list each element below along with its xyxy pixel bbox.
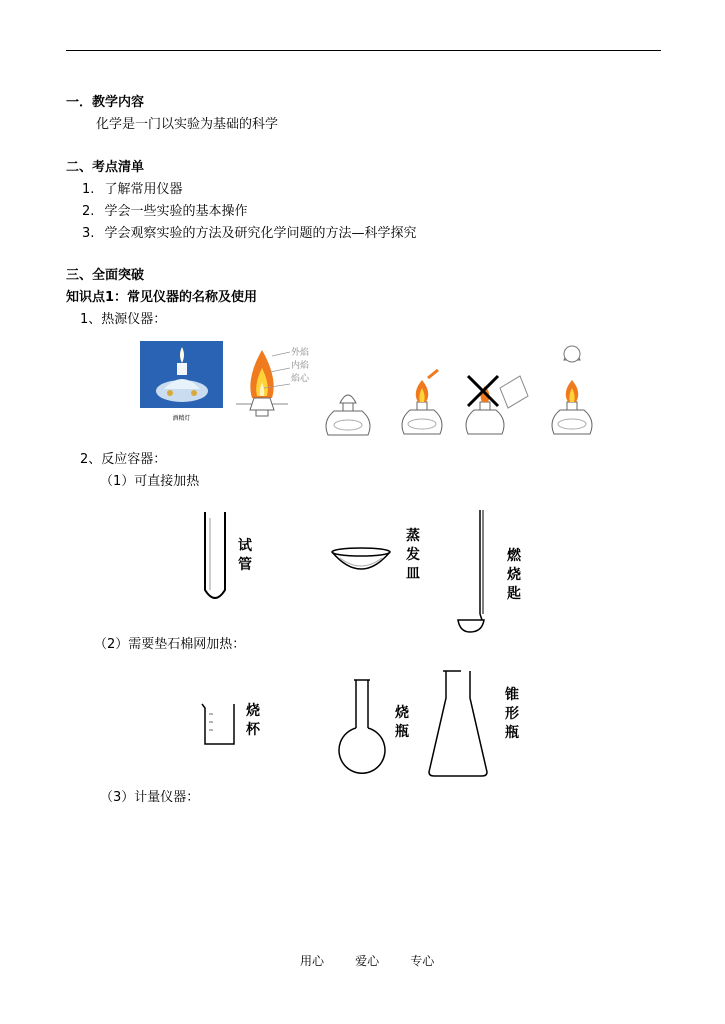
measuring-instruments-label: （3）计量仪器： <box>100 790 200 805</box>
header-rule <box>66 50 661 51</box>
section2-heading: 二、考点清单 <box>66 160 145 175</box>
flame-labels <box>291 347 309 386</box>
list-item-number: 3. <box>82 226 95 241</box>
evaporating-dish-icon <box>330 546 392 574</box>
test-tube-icon <box>203 510 227 602</box>
footer-text: 专心 <box>410 954 435 968</box>
conical-flask-icon <box>426 668 490 778</box>
reaction-vessels-label: 2、反应容器： <box>80 452 167 467</box>
footer-text: 爱心 <box>355 954 380 968</box>
round-flask-icon <box>336 678 388 774</box>
section1-heading: 一．教学内容 <box>66 95 145 110</box>
list-item <box>82 204 248 220</box>
list-item-number: 1. <box>82 182 95 197</box>
gauze-heat-label: （2）需要垫石棉网加热： <box>94 637 246 652</box>
alcohol-lamp-photo-icon <box>140 341 223 408</box>
knowledge-point-title: 知识点1：常见仪器的名称及使用 <box>66 290 258 305</box>
deflagrating-spoon-icon <box>454 508 488 630</box>
alcohol-lamp-photo <box>140 341 223 422</box>
flame-label-inner: 内焰 <box>291 361 310 371</box>
direct-heat-label: （1）可直接加热 <box>100 474 200 489</box>
test-tube-label: 试管 <box>238 538 252 573</box>
extinguish-lamp-icon <box>542 342 602 438</box>
lighting-lamp-icon <box>392 372 452 438</box>
section3-heading: 三、全面突破 <box>66 268 145 283</box>
list-item-text: 学会观察实验的方法及研究化学问题的方法—科学探究 <box>104 226 417 241</box>
beaker-label: 烧杯 <box>246 703 260 738</box>
beaker-icon <box>200 702 238 748</box>
heat-source-label: 1、热源仪器： <box>80 312 167 327</box>
flame-label-outer: 外焰 <box>291 348 310 358</box>
round-flask-label: 烧瓶 <box>395 705 409 740</box>
flame-label-core: 焰心 <box>291 374 310 384</box>
footer <box>300 950 460 969</box>
list-item-text: 了解常用仪器 <box>104 182 183 197</box>
conical-flask-label: 锥形瓶 <box>505 687 519 741</box>
alcohol-lamp-capped-icon <box>318 385 378 439</box>
wrong-lighting-method-icon <box>460 368 530 438</box>
footer-text: 用心 <box>300 954 325 968</box>
photo-caption: 酒精灯 <box>172 415 191 422</box>
list-item-text: 学会一些实验的基本操作 <box>104 204 248 219</box>
section1-body: 化学是一门以实验为基础的科学 <box>96 117 279 132</box>
list-item <box>82 182 183 198</box>
list-item-number: 2. <box>82 204 95 219</box>
evaporating-dish-label: 蒸发皿 <box>406 528 420 582</box>
deflagrating-spoon-label: 燃烧匙 <box>507 548 521 602</box>
list-item <box>82 226 417 242</box>
